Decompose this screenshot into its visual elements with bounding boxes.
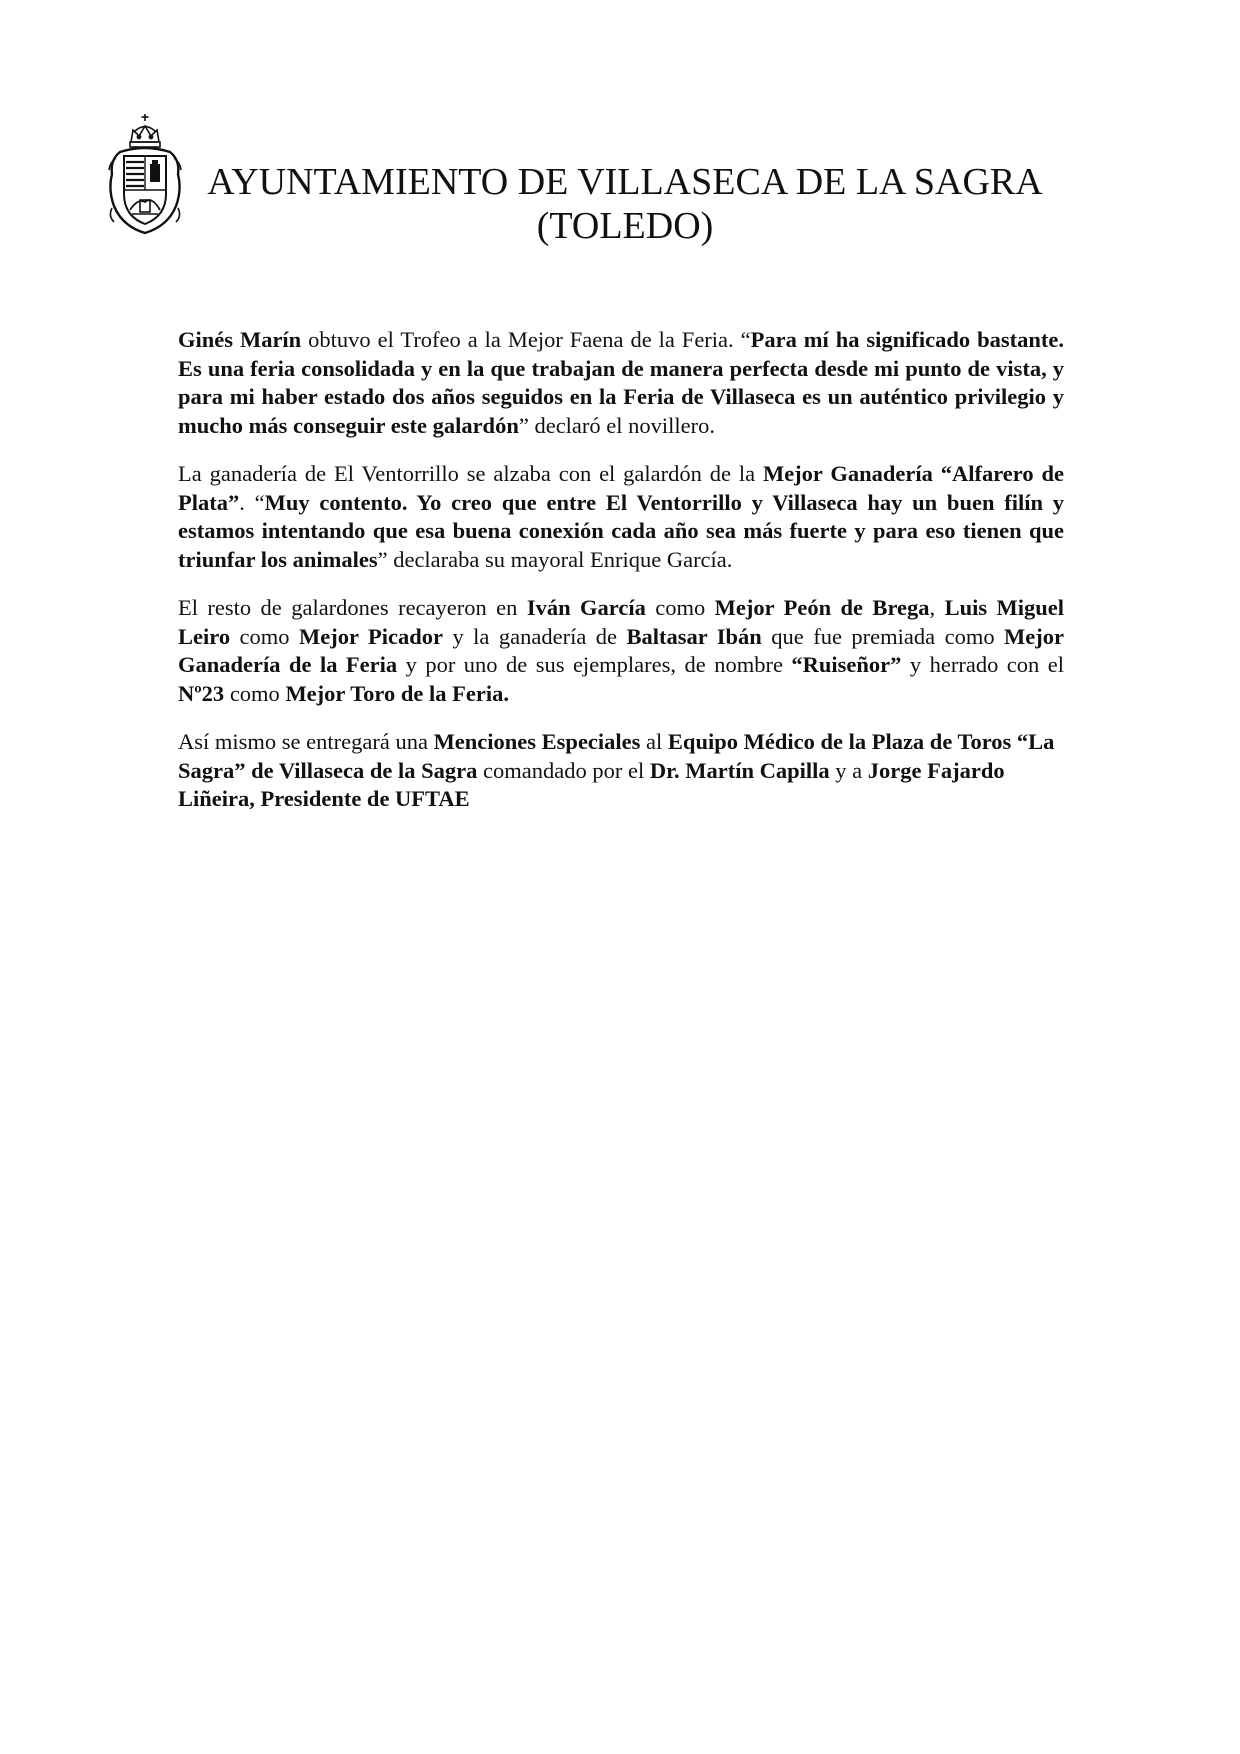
page-title [190, 160, 1060, 248]
bold-text-run: Luis Miguel Leiro [178, 595, 1064, 649]
text-run: como [645, 595, 715, 620]
bold-text-run: Mejor Picador [299, 623, 443, 649]
text-run: y a [829, 757, 868, 783]
bold-text-run: Ginés Marín [178, 327, 302, 352]
paragraph-el-ventorrillo [178, 460, 1064, 574]
bold-text-run: Mejor Toro de la Feria. [285, 680, 509, 706]
paragraph-menciones-especiales [178, 728, 1064, 814]
bold-text-run: Muy contento. Yo creo que entre El Ventorrillo y Villaseca hay un buen filín y estamos intentando que esa buena conexión cada año sea más fuerte y para eso tienen que triunfar los animales [178, 489, 1064, 572]
text-run: y herrado con el [901, 652, 1064, 677]
paragraph-galardones [178, 594, 1064, 708]
bold-text-run: Nº23 [178, 680, 225, 706]
bold-text-run: Menciones Especiales [433, 729, 641, 754]
bold-text-run: Jorge Fajardo Liñeira, Presidente de UFTAE [178, 757, 1005, 811]
text-run: ” declaró el novillero. [518, 412, 716, 438]
paragraph-gines-marin [178, 326, 1064, 440]
bold-text-run: Para mí ha significado bastante. Es una feria consolidada y en la que trabajan de manera perfecta desde mi punto de vista, y para mi haber estado dos años seguidos en la Feria de Villaseca es un auténtico privilegio y mucho más conseguir este galardón [178, 327, 1065, 438]
text-run: Así mismo se entregará una [178, 729, 434, 754]
text-run: como [224, 680, 286, 706]
bold-text-run: Mejor Peón de Brega [714, 595, 930, 620]
text-run: , [929, 595, 945, 620]
bold-text-run: Mejor Ganadería de la Feria [178, 623, 1064, 677]
bold-text-run: Dr. Martín Capilla [649, 757, 830, 783]
text-run: El resto de galardones recayeron en [178, 595, 527, 620]
bold-text-run: Baltasar Ibán [626, 623, 762, 649]
text-run: y por uno de sus ejemplares, de nombre [397, 652, 792, 677]
document-body [178, 326, 1064, 834]
text-run: . “ [239, 489, 265, 515]
text-run: obtuvo el Trofeo a la Mejor Faena de la Feria. “ [301, 327, 751, 352]
text-run: ” declaraba su mayoral Enrique García. [377, 546, 733, 572]
bold-text-run: Equipo Médico de la Plaza de Toros “La Sagra” de Villaseca de la Sagra [178, 729, 1055, 783]
text-run: comandado por el [477, 757, 650, 783]
bold-text-run: Iván García [526, 595, 646, 620]
text-run: La ganadería de El Ventorrillo se alzaba con el galardón de la [178, 461, 763, 486]
page-title-line2: (TOLEDO) [536, 205, 714, 247]
bold-text-run: Mejor Ganadería “Alfarero de Plata” [178, 461, 1064, 515]
text-run: y la ganadería de [443, 623, 627, 649]
bold-text-run: “Ruiseñor” [791, 652, 902, 677]
text-run: al [640, 729, 668, 754]
coat-of-arms-icon [106, 112, 184, 236]
text-run: que fue premiada como [761, 623, 1005, 649]
text-run: como [230, 623, 299, 649]
page-title-line1: AYUNTAMIENTO DE VILLASECA DE LA SAGRA [207, 161, 1043, 203]
